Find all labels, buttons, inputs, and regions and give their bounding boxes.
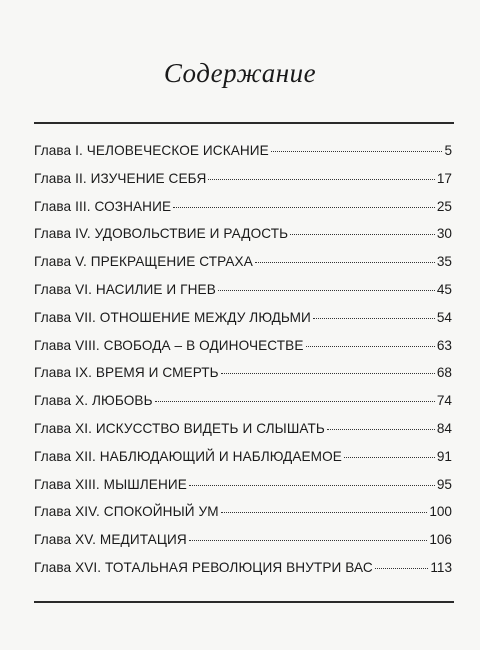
- toc-dot-leader: [221, 512, 428, 513]
- table-of-contents: [34, 143, 452, 588]
- toc-entry-page: 54: [436, 309, 452, 325]
- toc-entry: [34, 310, 452, 338]
- toc-entry-label: Глава XIV. СПОКОЙНЫЙ УМ: [34, 504, 219, 520]
- toc-dot-leader: [255, 262, 435, 263]
- toc-entry-label: Глава V. ПРЕКРАЩЕНИЕ СТРАХА: [34, 254, 253, 270]
- toc-entry: [34, 226, 452, 254]
- toc-entry-page: 113: [430, 559, 452, 575]
- toc-dot-leader: [290, 234, 435, 235]
- toc-entry: [34, 338, 452, 366]
- toc-entry-page: 63: [436, 337, 452, 353]
- toc-entry-page: 45: [436, 281, 452, 297]
- toc-dot-leader: [208, 179, 434, 180]
- toc-entry-label: Глава II. ИЗУЧЕНИЕ СЕБЯ: [34, 170, 207, 186]
- toc-entry: [34, 282, 452, 310]
- toc-entry: [34, 365, 452, 393]
- toc-dot-leader: [218, 290, 435, 291]
- toc-entry-label: Глава IX. ВРЕМЯ И СМЕРТЬ: [34, 365, 219, 381]
- toc-entry: [34, 504, 452, 532]
- toc-entry: [34, 143, 452, 171]
- toc-entry: [34, 477, 452, 505]
- toc-dot-leader: [313, 318, 435, 319]
- toc-dot-leader: [306, 346, 435, 347]
- toc-entry-label: Глава XII. НАБЛЮДАЮЩИЙ И НАБЛЮДАЕМОЕ: [34, 448, 342, 464]
- toc-entry-page: 25: [436, 198, 452, 214]
- toc-entry-page: 30: [436, 226, 452, 242]
- toc-entry: [34, 560, 452, 588]
- toc-entry-label: Глава X. ЛЮБОВЬ: [34, 393, 153, 409]
- toc-entry-label: Глава VIII. СВОБОДА – В ОДИНОЧЕСТВЕ: [34, 337, 304, 353]
- toc-dot-leader: [327, 429, 435, 430]
- toc-entry: [34, 421, 452, 449]
- toc-dot-leader: [375, 568, 429, 569]
- toc-entry: [34, 254, 452, 282]
- toc-entry: [34, 171, 452, 199]
- toc-entry-page: 5: [444, 143, 452, 158]
- toc-entry-page: 74: [436, 393, 452, 409]
- toc-entry-page: 100: [429, 504, 452, 520]
- toc-entry-label: Глава III. СОЗНАНИЕ: [34, 198, 172, 214]
- toc-entry-label: Глава XV. МЕДИТАЦИЯ: [34, 532, 187, 548]
- toc-entry-label: Глава IV. УДОВОЛЬСТВИЕ И РАДОСТЬ: [34, 226, 289, 242]
- toc-entry-label: Глава XIII. МЫШЛЕНИЕ: [34, 476, 187, 492]
- toc-entry: [34, 393, 452, 421]
- bottom-divider: [34, 601, 454, 603]
- toc-entry-page: 84: [436, 420, 452, 436]
- toc-dot-leader: [344, 457, 435, 458]
- toc-dot-leader: [271, 151, 443, 152]
- toc-entry-page: 106: [429, 532, 452, 548]
- toc-entry-page: 68: [436, 365, 452, 381]
- toc-dot-leader: [221, 373, 435, 374]
- toc-entry: [34, 199, 452, 227]
- toc-entry-label: Глава VII. ОТНОШЕНИЕ МЕЖДУ ЛЮДЬМИ: [34, 309, 311, 325]
- toc-dot-leader: [189, 540, 428, 541]
- toc-dot-leader: [189, 485, 435, 486]
- toc-entry-page: 35: [436, 254, 452, 270]
- toc-entry-page: 17: [436, 170, 452, 186]
- toc-dot-leader: [173, 207, 435, 208]
- toc-entry-label: Глава VI. НАСИЛИЕ И ГНЕВ: [34, 281, 216, 297]
- toc-entry-label: Глава I. ЧЕЛОВЕЧЕСКОЕ ИСКАНИЕ: [34, 143, 269, 158]
- toc-entry-label: Глава XVI. ТОТАЛЬНАЯ РЕВОЛЮЦИЯ ВНУТРИ ВАС: [34, 559, 373, 575]
- toc-entry-page: 91: [436, 448, 452, 464]
- toc-entry: [34, 532, 452, 560]
- toc-entry-page: 95: [436, 476, 452, 492]
- page-title: Содержание: [163, 58, 317, 88]
- top-divider: [34, 122, 454, 124]
- toc-entry-label: Глава XI. ИСКУССТВО ВИДЕТЬ И СЛЫШАТЬ: [34, 420, 325, 436]
- toc-dot-leader: [155, 401, 435, 402]
- toc-entry: [34, 449, 452, 477]
